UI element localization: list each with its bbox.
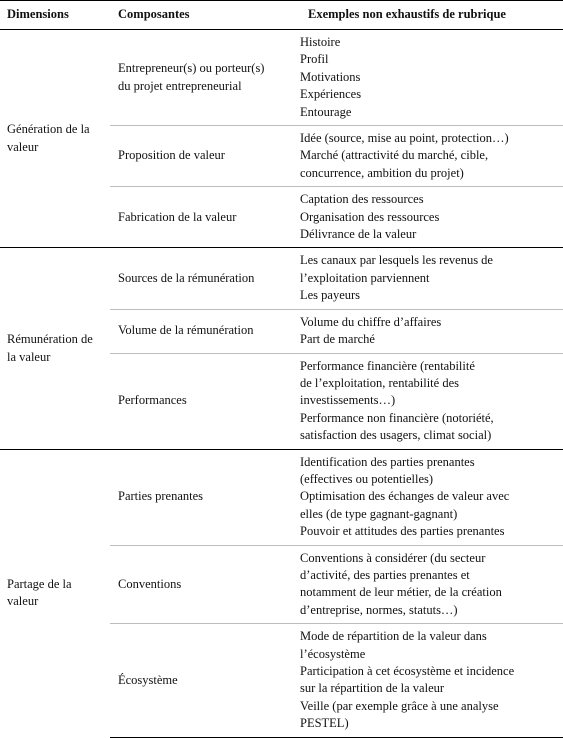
composante-line: Sources de la rémunération: [118, 270, 255, 285]
composante-line: Performances: [118, 393, 187, 408]
exemples-cell: [300, 624, 563, 737]
exemple-line: Performance non financière (notoriété,: [300, 410, 494, 425]
composante-cell: [110, 126, 300, 187]
exemple-line: Veille (par exemple grâce à une analyse: [300, 698, 499, 713]
exemple-line: Histoire: [300, 35, 341, 49]
exemple-line: Les canaux par lesquels les revenus de: [300, 253, 493, 268]
composante-cell: [110, 248, 300, 309]
composante-cell: [110, 545, 300, 624]
header-row: [0, 1, 563, 30]
exemples-cell: [300, 309, 563, 353]
exemple-line: Optimisation des échanges de valeur avec: [300, 489, 510, 504]
exemple-line: Profil: [300, 52, 329, 67]
exemple-line: Pouvoir et attitudes des parties prenantes: [300, 524, 505, 539]
exemples-cell: [300, 126, 563, 187]
exemple-line: Identification des parties prenantes: [300, 454, 475, 469]
exemple-line: satisfaction des usagers, climat social): [300, 428, 492, 443]
dimension-line: Partage de la: [7, 576, 72, 591]
exemple-line: PESTEL): [300, 716, 349, 731]
dimension-line: Rémunération de: [7, 332, 93, 347]
exemple-line: Entourage: [300, 104, 352, 119]
exemple-line: d’activité, des parties prenantes et: [300, 567, 470, 582]
dimension-cell: [0, 248, 110, 449]
composante-cell: [110, 624, 300, 737]
exemple-line: Marché (attractivité du marché, cible,: [300, 148, 489, 163]
dimension-cell: [0, 449, 110, 737]
composante-cell: [110, 30, 300, 126]
composante-line: Volume de la rémunération: [118, 323, 254, 338]
composante-cell: [110, 353, 300, 449]
composante-line: du projet entrepreneurial: [118, 78, 242, 93]
exemple-line: Mode de répartition de la valeur dans: [300, 629, 487, 644]
exemple-line: Captation des ressources: [300, 192, 424, 207]
exemple-line: Les payeurs: [300, 288, 361, 303]
exemple-line: Motivations: [300, 69, 361, 84]
exemple-line: Conventions à considérer (du secteur: [300, 550, 486, 565]
exemple-line: Performance financière (rentabilité: [300, 358, 475, 373]
exemples-cell: [300, 449, 563, 545]
composante-cell: [110, 449, 300, 545]
exemple-line: Volume du chiffre d’affaires: [300, 314, 442, 329]
dimension-cell: [0, 30, 110, 248]
composante-line: Fabrication de la valeur: [118, 209, 237, 224]
table-row: [0, 30, 563, 126]
dimension-line: valeur: [7, 139, 39, 154]
composante-line: Proposition de valeur: [118, 148, 225, 163]
exemple-line: d’entreprise, normes, statuts…): [300, 602, 458, 617]
exemple-line: elles (de type gagnant-gagnant): [300, 506, 458, 521]
composante-cell: [110, 309, 300, 353]
exemple-line: Part de marché: [300, 332, 375, 347]
header-dimensions: Dimensions: [0, 1, 110, 30]
composante-line: Parties prenantes: [118, 489, 204, 504]
exemples-cell: [300, 248, 563, 309]
header-composantes: Composantes: [110, 1, 300, 30]
exemple-line: Expériences: [300, 87, 362, 102]
exemple-line: Organisation des ressources: [300, 209, 440, 224]
header-exemples: Exemples non exhaustifs de rubrique: [300, 1, 563, 30]
exemples-cell: [300, 187, 563, 248]
table-row: [0, 449, 563, 545]
exemple-line: investissements…): [300, 393, 396, 408]
exemple-line: Idée (source, mise au point, protection…): [300, 131, 509, 146]
dimension-line: la valeur: [7, 349, 51, 364]
exemple-line: Participation à cet écosystème et incidence: [300, 664, 515, 678]
exemple-line: sur la répartition de la valeur: [300, 681, 445, 696]
exemple-line: l’écosystème: [300, 646, 366, 661]
exemple-line: Délivrance de la valeur: [300, 227, 417, 242]
exemple-line: (effectives ou potentielles): [300, 471, 434, 486]
table-body: [0, 30, 563, 738]
dimension-line: Génération de la: [7, 122, 90, 137]
exemple-line: l’exploitation parviennent: [300, 270, 430, 285]
exemple-line: de l’exploitation, rentabilité des: [300, 375, 459, 390]
exemples-cell: [300, 353, 563, 449]
exemple-line: notamment de leur métier, de la création: [300, 585, 502, 600]
composante-line: Conventions: [118, 576, 182, 591]
exemples-cell: [300, 545, 563, 624]
composante-line: Écosystème: [118, 672, 178, 687]
composante-line: Entrepreneur(s) ou porteur(s): [118, 61, 265, 76]
composante-cell: [110, 187, 300, 248]
exemples-cell: [300, 30, 563, 126]
table-row: [0, 248, 563, 309]
exemple-line: concurrence, ambition du projet): [300, 165, 464, 180]
dimension-line: valeur: [7, 594, 39, 609]
